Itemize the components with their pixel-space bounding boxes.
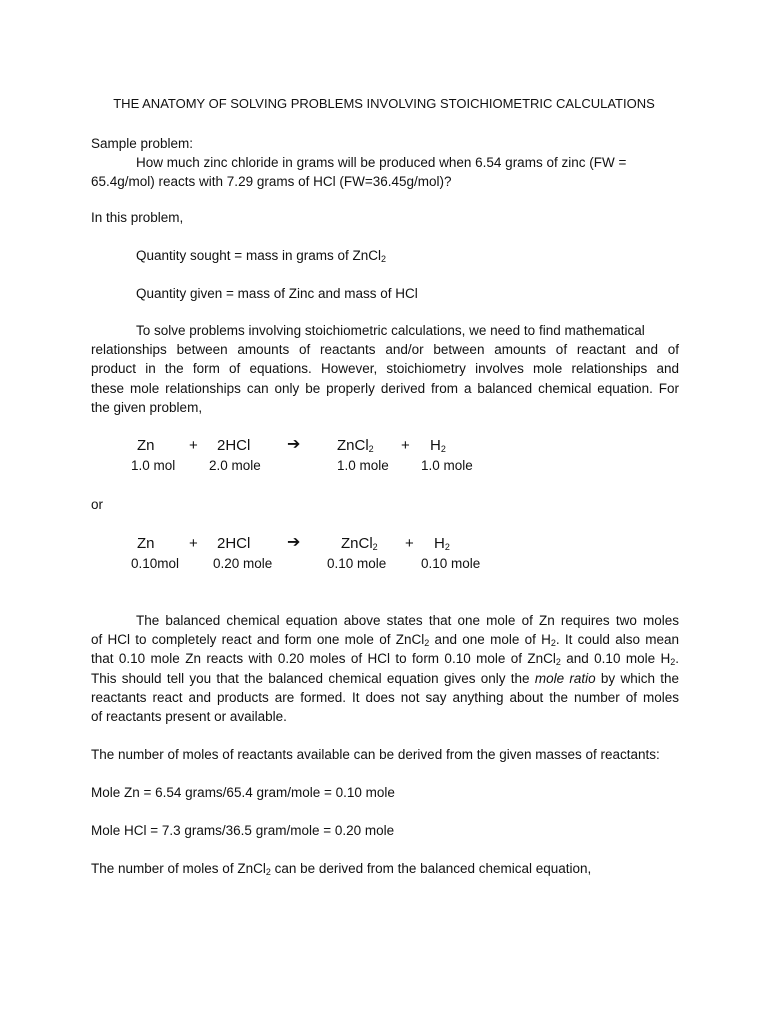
eq1-moles-zncl2: 1.0 mole: [337, 458, 389, 473]
balanced-line-4: [91, 669, 679, 688]
balanced-paragraph: [91, 611, 679, 726]
intro-line-4: these mole relationships can only be properly derived from a balanced chemical equation. For: [91, 380, 679, 396]
eq2-moles-hcl: 0.20 mole: [213, 556, 273, 571]
zncl2-moles-text: [91, 859, 591, 878]
available-moles-text: The number of moles of reactants available can be derived from the given masses of reactants:: [91, 747, 660, 762]
eq2-h2: [434, 534, 450, 554]
eq1-hcl: 2HCl: [217, 437, 251, 454]
zncl2-moles-text-b: can be derived from the balanced chemical equation,: [270, 861, 592, 876]
subscript: 2: [265, 867, 271, 877]
balanced-line-1: [91, 611, 679, 630]
balanced-line-2a: of HCl to completely react and form one mole of ZnCl: [91, 632, 425, 648]
eq2-hcl: 2HCl: [217, 535, 251, 552]
subscript: 2: [372, 542, 378, 552]
balanced-line-5: reactants react and products are formed. It does not say anything about the number of moles: [91, 689, 679, 705]
balanced-line-3: [91, 649, 679, 668]
balanced-line-2c: . It could also mean: [555, 632, 679, 648]
quantity-sought: [136, 246, 386, 265]
balanced-line-3a: that 0.10 mole Zn reacts with 0.20 moles of HCl to form 0.10 mole of ZnCl: [91, 651, 556, 667]
sample-problem-text-2: 65.4g/mol) reacts with 7.29 grams of HCl (FW=36.45g/mol)?: [91, 174, 452, 189]
eq2-zncl-text: ZnCl: [341, 535, 373, 552]
subscript: 2: [368, 444, 374, 454]
eq1-h-text: H: [430, 437, 441, 454]
sample-problem-text-1: How much zinc chloride in grams will be produced when 6.54 grams of zinc (FW =: [136, 155, 627, 170]
balanced-line-6: of reactants present or available.: [91, 709, 287, 725]
subscript: 2: [550, 638, 556, 649]
document-title: THE ANATOMY OF SOLVING PROBLEMS INVOLVING STOICHIOMETRIC CALCULATIONS: [113, 96, 655, 111]
intro-line-2: relationships between amounts of reactants and/or between amounts of reactant and of: [91, 342, 679, 358]
eq1-arrow-icon: ➔: [287, 436, 301, 453]
mole-zn-calc: Mole Zn = 6.54 grams/65.4 gram/mole = 0.10 mole: [91, 785, 395, 800]
subscript: 2: [440, 444, 446, 454]
intro-line-5: the given problem,: [91, 399, 203, 415]
intro-line-3: product in the form of equations. However, stoichiometry involves mole relationships and: [91, 361, 679, 377]
eq1-zncl2: [337, 436, 374, 456]
balanced-line-1-text: The balanced chemical equation above states that one mole of Zn requires two moles: [136, 613, 679, 628]
eq1-moles-h2: 1.0 mole: [421, 458, 473, 473]
eq1-plus-1: +: [189, 437, 198, 454]
in-this-problem: In this problem,: [91, 210, 184, 225]
eq1-moles-zn: 1.0 mol: [131, 458, 176, 473]
mole-hcl-calc: Mole HCl = 7.3 grams/36.5 gram/mole = 0.20 mole: [91, 823, 395, 838]
balanced-line-3b: and 0.10 mole H: [560, 651, 671, 667]
subscript: 2: [555, 657, 561, 668]
eq2-arrow-icon: ➔: [287, 534, 301, 551]
mole-ratio-emphasis: mole ratio: [534, 670, 596, 686]
balanced-line-4b: by which the: [595, 670, 680, 686]
balanced-line-4a: This should tell you that the balanced chemical equation gives only the: [91, 670, 535, 686]
eq1-zncl-text: ZnCl: [337, 437, 369, 454]
balanced-line-2b: and one mole of H: [429, 632, 551, 648]
subscript: 2: [670, 657, 676, 668]
quantity-given: Quantity given = mass of Zinc and mass of HCl: [136, 286, 418, 301]
intro-paragraph: [91, 321, 679, 417]
zncl2-moles-text-a: The number of moles of ZnCl: [91, 861, 266, 876]
subscript: 2: [424, 638, 430, 649]
sample-problem-label: Sample problem:: [91, 136, 194, 151]
intro-line-1-text: To solve problems involving stoichiometric calculations, we need to find mathematical: [136, 323, 645, 338]
eq2-h-text: H: [434, 535, 445, 552]
eq1-plus-2: +: [401, 437, 410, 454]
eq2-zn: Zn: [137, 535, 155, 552]
subscript: 2: [380, 254, 386, 264]
quantity-sought-text: Quantity sought = mass in grams of ZnCl: [136, 248, 381, 263]
eq2-moles-zncl2: 0.10 mole: [327, 556, 387, 571]
or-text: or: [91, 497, 104, 512]
eq2-moles-zn: 0.10mol: [131, 556, 180, 571]
eq2-moles-h2: 0.10 mole: [421, 556, 481, 571]
eq2-plus-2: +: [405, 535, 414, 552]
eq2-zncl2: [341, 534, 378, 554]
balanced-line-2: [91, 630, 679, 649]
eq1-moles-hcl: 2.0 mole: [209, 458, 261, 473]
balanced-line-3c: .: [675, 651, 680, 667]
intro-line-1: [91, 321, 679, 340]
eq2-plus-1: +: [189, 535, 198, 552]
subscript: 2: [444, 542, 450, 552]
eq1-h2: [430, 436, 446, 456]
eq1-zn: Zn: [137, 437, 155, 454]
